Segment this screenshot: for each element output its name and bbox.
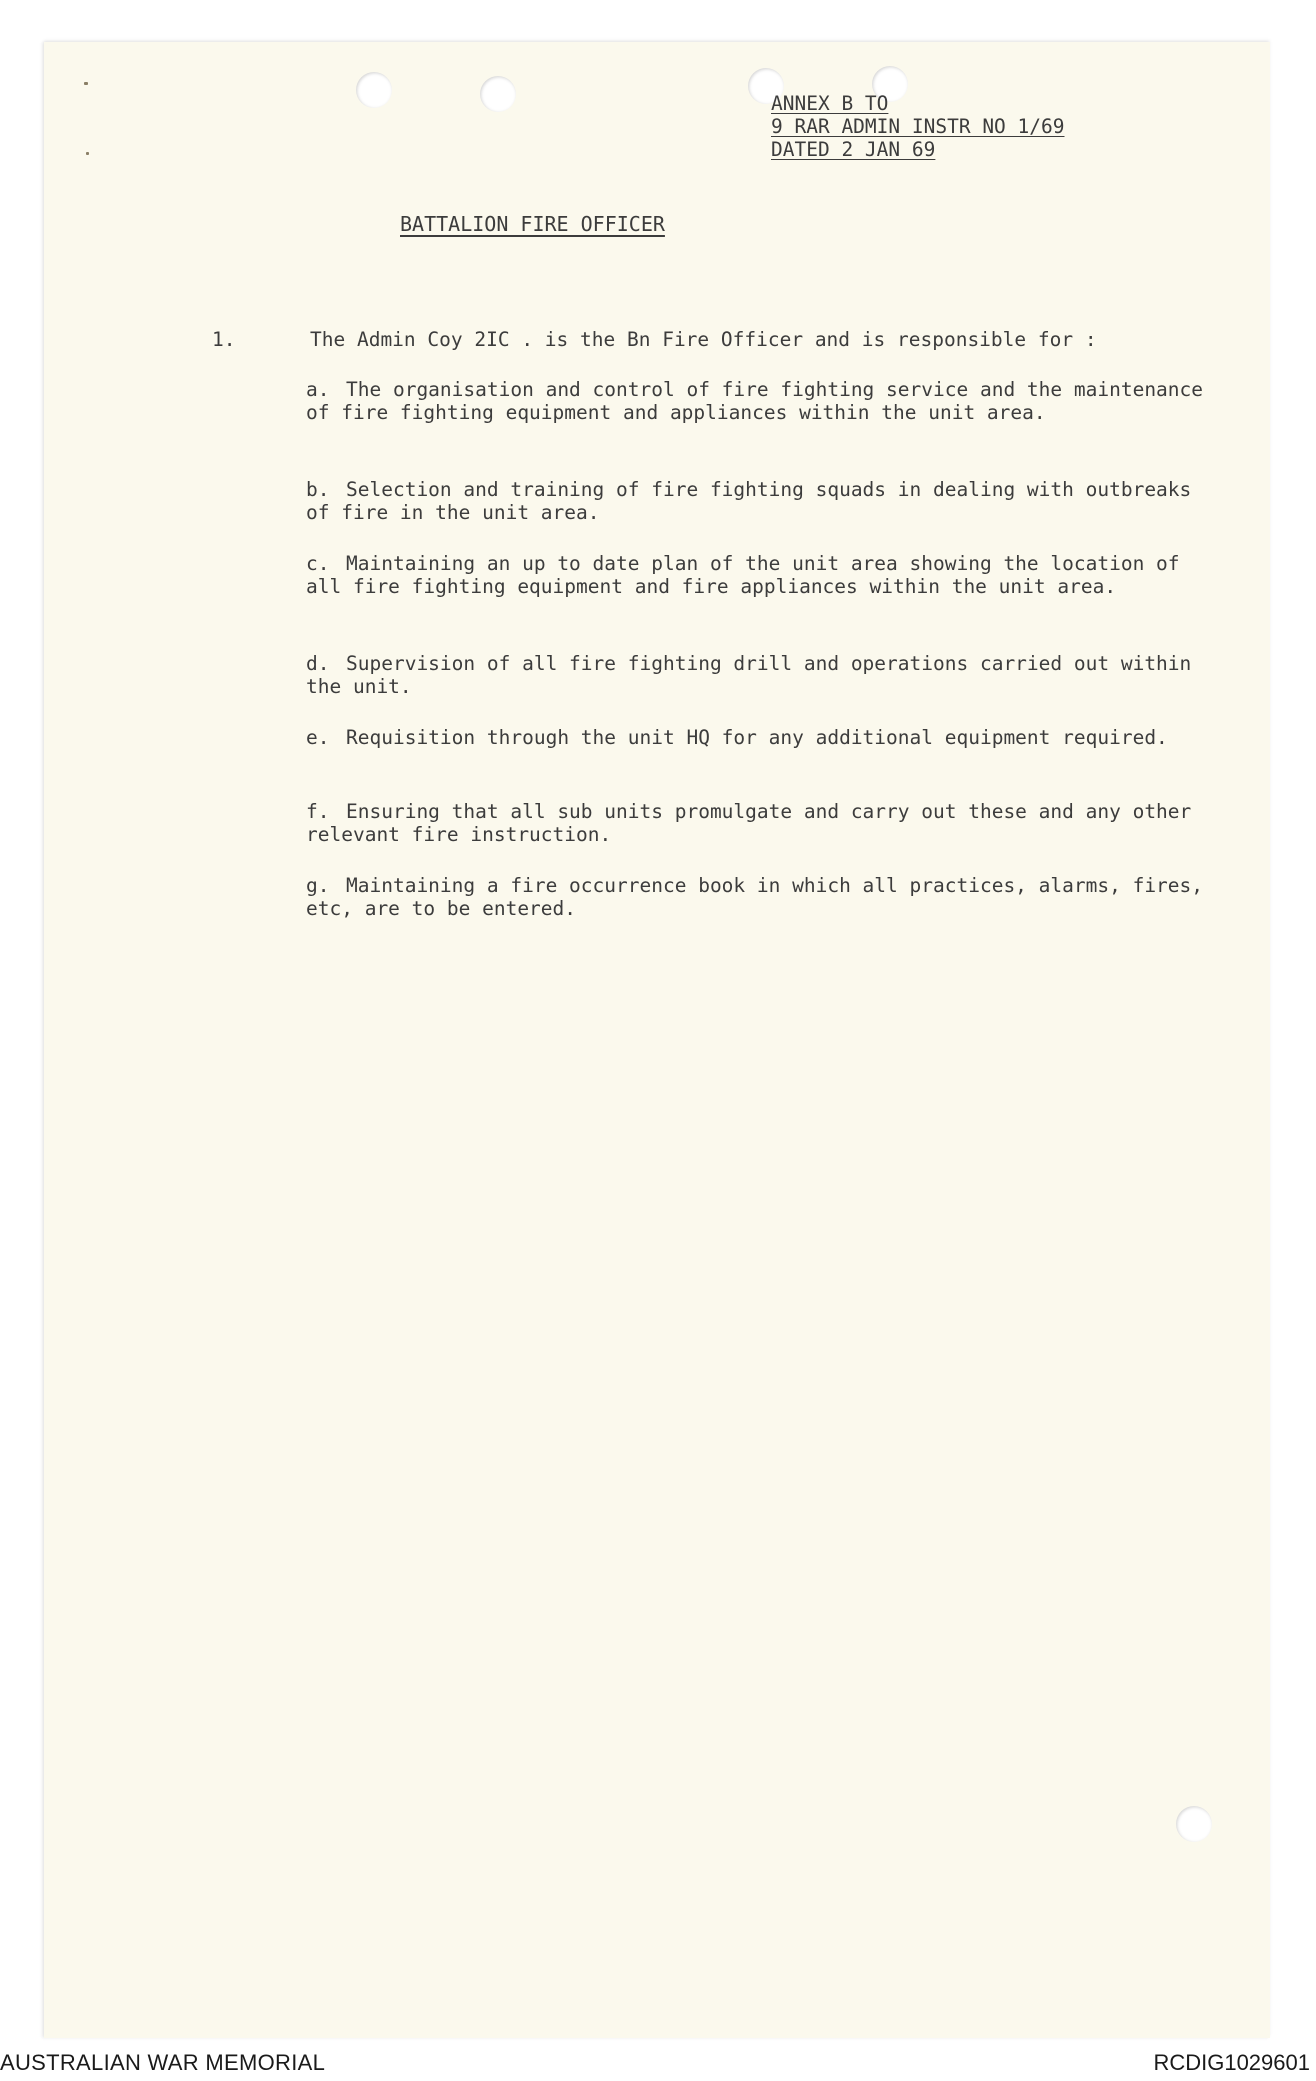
paragraph-number: 1. — [212, 328, 236, 351]
item-text: Supervision of all fire fighting drill and operations carried out within the unit. — [306, 652, 1192, 698]
list-item — [306, 378, 1226, 424]
paragraph-text: The Admin Coy 2IC . is the Bn Fire Officer and is responsible for : — [310, 328, 1097, 351]
annex-line: ANNEX B TO — [771, 92, 889, 115]
annex-reference — [771, 92, 1065, 161]
item-label: d. — [306, 652, 330, 675]
list-item — [306, 726, 1226, 749]
annex-line: DATED 2 JAN 69 — [771, 138, 936, 161]
punch-hole — [356, 72, 392, 108]
item-text: Selection and training of fire fighting squads in dealing with outbreaks of fire in the unit area. — [306, 478, 1192, 524]
paper-mark — [86, 152, 89, 155]
item-text: Maintaining an up to date plan of the unit area showing the location of all fire fighting equipment and fire appliances within the unit area. — [306, 552, 1180, 598]
item-label: b. — [306, 478, 330, 501]
document-title: BATTALION FIRE OFFICER — [400, 212, 665, 236]
list-item — [306, 552, 1226, 598]
list-item — [306, 800, 1226, 846]
item-label: e. — [306, 726, 330, 749]
punch-hole — [480, 76, 516, 112]
annex-line: 9 RAR ADMIN INSTR NO 1/69 — [771, 115, 1065, 138]
footer-record-id: RCDIG1029601 — [1153, 2050, 1310, 2075]
item-text: Maintaining a fire occurrence book in which all practices, alarms, fires, etc, are to be entered. — [306, 874, 1204, 920]
item-text: Requisition through the unit HQ for any additional equipment required. — [346, 726, 1168, 749]
item-label: a. — [306, 378, 330, 401]
list-item — [306, 874, 1226, 920]
item-label: g. — [306, 874, 330, 897]
footer-archive-name: AUSTRALIAN WAR MEMORIAL — [0, 2050, 326, 2075]
item-text: The organisation and control of fire fighting service and the maintenance of fire fighting equipment and appliances within the unit area. — [306, 378, 1204, 424]
item-label: f. — [306, 800, 330, 823]
paper-mark — [84, 82, 88, 85]
item-label: c. — [306, 552, 330, 575]
punch-hole — [1176, 1806, 1212, 1842]
list-item — [306, 478, 1226, 524]
item-text: Ensuring that all sub units promulgate and carry out these and any other relevant fire instruction. — [306, 800, 1192, 846]
list-item — [306, 652, 1226, 698]
